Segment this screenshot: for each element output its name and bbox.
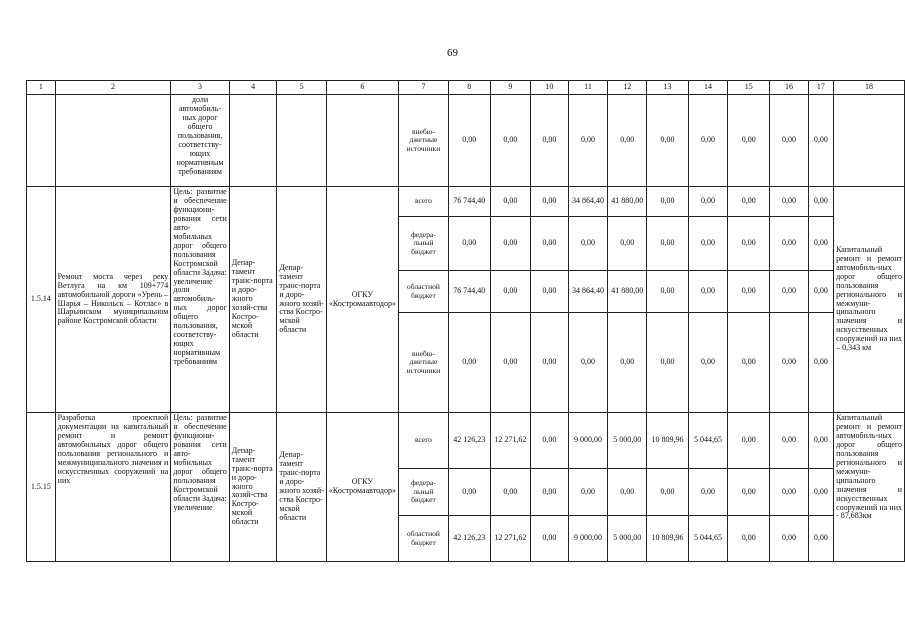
column-header: 17 <box>808 81 833 95</box>
value-cell: 0,00 <box>688 217 727 271</box>
column-header: 12 <box>608 81 647 95</box>
header-row <box>27 81 905 95</box>
value-cell: 0,00 <box>728 187 770 217</box>
value-cell: 0,00 <box>688 313 727 413</box>
value-cell: 0,00 <box>531 95 568 187</box>
value-cell: 0,00 <box>531 516 568 562</box>
value-cell: 0,00 <box>568 313 608 413</box>
value-cell: 0,00 <box>728 516 770 562</box>
value-cell: 5 044,65 <box>688 516 727 562</box>
value-cell: 9 000,00 <box>568 516 608 562</box>
value-cell: 0,00 <box>808 413 833 469</box>
value-cell: 0,00 <box>808 313 833 413</box>
executor-cell: ОГКУ «Костромаавтодор» <box>326 413 398 562</box>
funding-source-cell: всего <box>398 187 448 217</box>
result-cell: Капитальный ремонт и ремонт автомобиль-ных дорог общего пользования регионального и межмуни-ципального значения и искусственных сооружений на них - 87,683км <box>834 413 905 562</box>
funding-source-cell: областной бюджет <box>398 516 448 562</box>
result-cell: Капитальный ремонт и ремонт автомобиль-ных дорог общего пользования регионального и межмуни-ципального значения и искусственных сооружений на них – 0,343 км <box>834 187 905 413</box>
value-cell: 0,00 <box>568 217 608 271</box>
value-cell: 0,00 <box>531 469 568 516</box>
coexecutor-cell: Депар-тамент транс-порта и доро-жного хозяй-ства Костро-мской области <box>277 413 327 562</box>
column-header: 16 <box>770 81 808 95</box>
value-cell: 42 126,23 <box>448 413 490 469</box>
value-cell: 76 744,40 <box>448 271 490 313</box>
page-number: 69 <box>447 47 458 59</box>
coexecutor-cell: Депар-тамент транс-порта и доро-жного хозяй-ства Костро-мской области <box>277 187 327 413</box>
value-cell: 76 744,40 <box>448 187 490 217</box>
value-cell: 0,00 <box>647 217 689 271</box>
value-cell: 0,00 <box>531 217 568 271</box>
value-cell: 0,00 <box>647 313 689 413</box>
column-header: 13 <box>647 81 689 95</box>
goal-cell: доли автомобиль-ных дорог общего пользования, соответству-ющих нормативным требованиям <box>171 95 229 187</box>
value-cell: 0,00 <box>568 469 608 516</box>
item-name-cell <box>55 95 171 187</box>
value-cell: 0,00 <box>728 413 770 469</box>
value-cell: 0,00 <box>770 469 808 516</box>
value-cell: 34 864,40 <box>568 187 608 217</box>
responsible-cell: Депар-тамент транс-порта и доро-жного хозяй-ства Костро-мской области <box>229 413 277 562</box>
value-cell: 0,00 <box>531 313 568 413</box>
value-cell: 0,00 <box>688 469 727 516</box>
coexecutor-cell <box>277 95 327 187</box>
table-row <box>27 95 905 187</box>
funding-source-cell: федера-льный бюджет <box>398 217 448 271</box>
item-number-cell: 1.5.15 <box>27 413 56 562</box>
value-cell: 0,00 <box>688 271 727 313</box>
column-header: 8 <box>448 81 490 95</box>
table-row <box>27 187 905 217</box>
value-cell: 0,00 <box>728 271 770 313</box>
column-header: 6 <box>326 81 398 95</box>
funding-source-cell: федера-льный бюджет <box>398 469 448 516</box>
funding-source-cell: всего <box>398 413 448 469</box>
column-header: 18 <box>834 81 905 95</box>
value-cell: 0,00 <box>770 313 808 413</box>
value-cell: 0,00 <box>728 217 770 271</box>
value-cell: 41 880,00 <box>608 187 647 217</box>
value-cell: 0,00 <box>808 187 833 217</box>
value-cell: 0,00 <box>770 516 808 562</box>
value-cell: 0,00 <box>490 469 531 516</box>
result-cell <box>834 95 905 187</box>
value-cell: 10 809,96 <box>647 413 689 469</box>
value-cell: 0,00 <box>647 187 689 217</box>
responsible-cell: Депар-тамент транс-порта и доро-жного хозяй-ства Костро-мской области <box>229 187 277 413</box>
value-cell: 0,00 <box>770 187 808 217</box>
value-cell: 0,00 <box>448 469 490 516</box>
value-cell: 0,00 <box>808 217 833 271</box>
table-row <box>27 413 905 469</box>
value-cell: 0,00 <box>808 469 833 516</box>
funding-source-cell: областной бюджет <box>398 271 448 313</box>
value-cell: 12 271,62 <box>490 413 531 469</box>
value-cell: 0,00 <box>490 187 531 217</box>
value-cell: 0,00 <box>608 217 647 271</box>
value-cell: 0,00 <box>531 413 568 469</box>
value-cell: 0,00 <box>647 469 689 516</box>
value-cell: 0,00 <box>728 313 770 413</box>
value-cell: 0,00 <box>688 187 727 217</box>
column-header: 15 <box>728 81 770 95</box>
value-cell: 0,00 <box>770 413 808 469</box>
value-cell: 5 000,00 <box>608 516 647 562</box>
value-cell: 0,00 <box>770 95 808 187</box>
value-cell: 0,00 <box>688 95 727 187</box>
column-header: 5 <box>277 81 327 95</box>
goal-cell: Цель: развитие и обеспечение функциони-рования сети авто-мобильных дорог общего пользования Костромской области Задача: увеличение <box>171 413 229 562</box>
value-cell: 0,00 <box>531 271 568 313</box>
value-cell: 0,00 <box>647 271 689 313</box>
column-header: 3 <box>171 81 229 95</box>
value-cell: 42 126,23 <box>448 516 490 562</box>
value-cell: 0,00 <box>808 271 833 313</box>
goal-cell: Цель: развитие и обеспечение функциони-рования сети авто-мобильных дорог общего пользования Костромской области Задача: увеличение доли автомобиль-ных дорог общего пользования, соответству-ющих нормативным требованиям <box>171 187 229 413</box>
responsible-cell <box>229 95 277 187</box>
value-cell: 0,00 <box>647 95 689 187</box>
value-cell: 0,00 <box>568 95 608 187</box>
value-cell: 0,00 <box>808 95 833 187</box>
value-cell: 0,00 <box>608 469 647 516</box>
value-cell: 0,00 <box>490 271 531 313</box>
value-cell: 0,00 <box>448 95 490 187</box>
value-cell: 10 809,96 <box>647 516 689 562</box>
value-cell: 12 271,62 <box>490 516 531 562</box>
value-cell: 0,00 <box>608 313 647 413</box>
funding-source-cell: внебю-джетные источники <box>398 95 448 187</box>
value-cell: 0,00 <box>490 313 531 413</box>
value-cell: 0,00 <box>808 516 833 562</box>
column-header: 10 <box>531 81 568 95</box>
column-header: 11 <box>568 81 608 95</box>
value-cell: 34 864,40 <box>568 271 608 313</box>
column-header: 14 <box>688 81 727 95</box>
item-number-cell: 1.5.14 <box>27 187 56 413</box>
value-cell: 9 000,00 <box>568 413 608 469</box>
value-cell: 0,00 <box>728 95 770 187</box>
value-cell: 0,00 <box>448 217 490 271</box>
value-cell: 41 880,00 <box>608 271 647 313</box>
column-header: 9 <box>490 81 531 95</box>
value-cell: 0,00 <box>490 217 531 271</box>
value-cell: 0,00 <box>770 217 808 271</box>
value-cell: 5 044,65 <box>688 413 727 469</box>
column-header: 2 <box>55 81 171 95</box>
value-cell: 0,00 <box>770 271 808 313</box>
value-cell: 0,00 <box>728 469 770 516</box>
value-cell: 0,00 <box>608 95 647 187</box>
executor-cell: ОГКУ «Костромаавтодор» <box>326 187 398 413</box>
value-cell: 5 000,00 <box>608 413 647 469</box>
item-number-cell <box>27 95 56 187</box>
value-cell: 0,00 <box>448 313 490 413</box>
program-table <box>26 80 905 562</box>
executor-cell <box>326 95 398 187</box>
value-cell: 0,00 <box>531 187 568 217</box>
value-cell: 0,00 <box>490 95 531 187</box>
column-header: 7 <box>398 81 448 95</box>
column-header: 1 <box>27 81 56 95</box>
item-name-cell: Разработка проектной документации на капитальный ремонт и ремонт автомобильных дорог общего пользования регионального и межмуниципального значения и искусственных сооружений на них <box>55 413 171 562</box>
column-header: 4 <box>229 81 277 95</box>
funding-source-cell: внебю-джетные источники <box>398 313 448 413</box>
item-name-cell: Ремонт моста через реку Ветлуга на км 109+774 автомобильной дороги «Урень –Шарья – Никольск – Котлас» в Шарьинском муниципальном районе Костромской области <box>55 187 171 413</box>
